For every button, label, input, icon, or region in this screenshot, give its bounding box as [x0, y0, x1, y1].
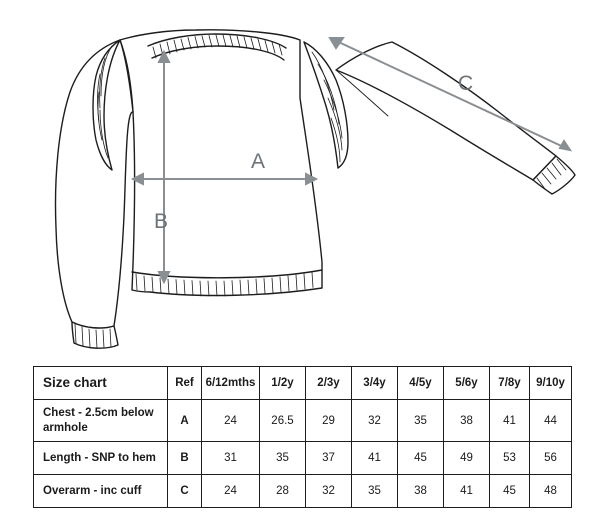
cell-overarm-1-2y: 28	[260, 475, 306, 508]
table-row	[34, 475, 572, 508]
header-ref: Ref	[168, 367, 202, 400]
cell-overarm-2-3y: 32	[306, 475, 352, 508]
measurement-arrow-c	[330, 38, 570, 150]
header-size-4-5y: 4/5y	[398, 367, 444, 400]
row-ref-chest: A	[168, 400, 202, 442]
header-size-1-2y: 1/2y	[260, 367, 306, 400]
row-label-length: Length - SNP to hem	[34, 442, 168, 475]
dimension-label-b: B	[154, 210, 169, 233]
cell-length-2-3y: 37	[306, 442, 352, 475]
cell-overarm-5-6y: 41	[444, 475, 490, 508]
header-size-9-10y: 9/10y	[530, 367, 572, 400]
cell-length-9-10y: 56	[530, 442, 572, 475]
cell-overarm-6-12mths: 24	[202, 475, 260, 508]
cell-length-6-12mths: 31	[202, 442, 260, 475]
cell-overarm-3-4y: 35	[352, 475, 398, 508]
table-row	[34, 442, 572, 475]
cell-chest-4-5y: 35	[398, 400, 444, 442]
header-size-5-6y: 5/6y	[444, 367, 490, 400]
cell-length-1-2y: 35	[260, 442, 306, 475]
row-label-chest: Chest - 2.5cm below armhole	[34, 400, 168, 442]
header-size-2-3y: 2/3y	[306, 367, 352, 400]
cell-length-4-5y: 45	[398, 442, 444, 475]
cell-overarm-7-8y: 45	[490, 475, 530, 508]
size-chart-table	[33, 366, 572, 508]
cell-length-5-6y: 49	[444, 442, 490, 475]
dimension-label-a: A	[251, 150, 266, 173]
header-size-3-4y: 3/4y	[352, 367, 398, 400]
cell-chest-5-6y: 38	[444, 400, 490, 442]
cell-chest-7-8y: 41	[490, 400, 530, 442]
cell-chest-2-3y: 29	[306, 400, 352, 442]
cell-chest-3-4y: 32	[352, 400, 398, 442]
row-label-overarm: Overarm - inc cuff	[34, 475, 168, 508]
row-ref-length: B	[168, 442, 202, 475]
cell-chest-6-12mths: 24	[202, 400, 260, 442]
header-size-6-12mths: 6/12mths	[202, 367, 260, 400]
table-header-row	[34, 367, 572, 400]
table-row	[34, 400, 572, 442]
cell-length-7-8y: 53	[490, 442, 530, 475]
dimension-label-c: C	[458, 72, 474, 95]
header-size-7-8y: 7/8y	[490, 367, 530, 400]
cell-chest-1-2y: 26.5	[260, 400, 306, 442]
row-ref-overarm: C	[168, 475, 202, 508]
header-size-chart: Size chart	[34, 367, 168, 400]
cell-length-3-4y: 41	[352, 442, 398, 475]
cell-overarm-9-10y: 48	[530, 475, 572, 508]
cell-overarm-4-5y: 38	[398, 475, 444, 508]
cell-chest-9-10y: 44	[530, 400, 572, 442]
size-chart-table-wrapper	[33, 366, 571, 508]
